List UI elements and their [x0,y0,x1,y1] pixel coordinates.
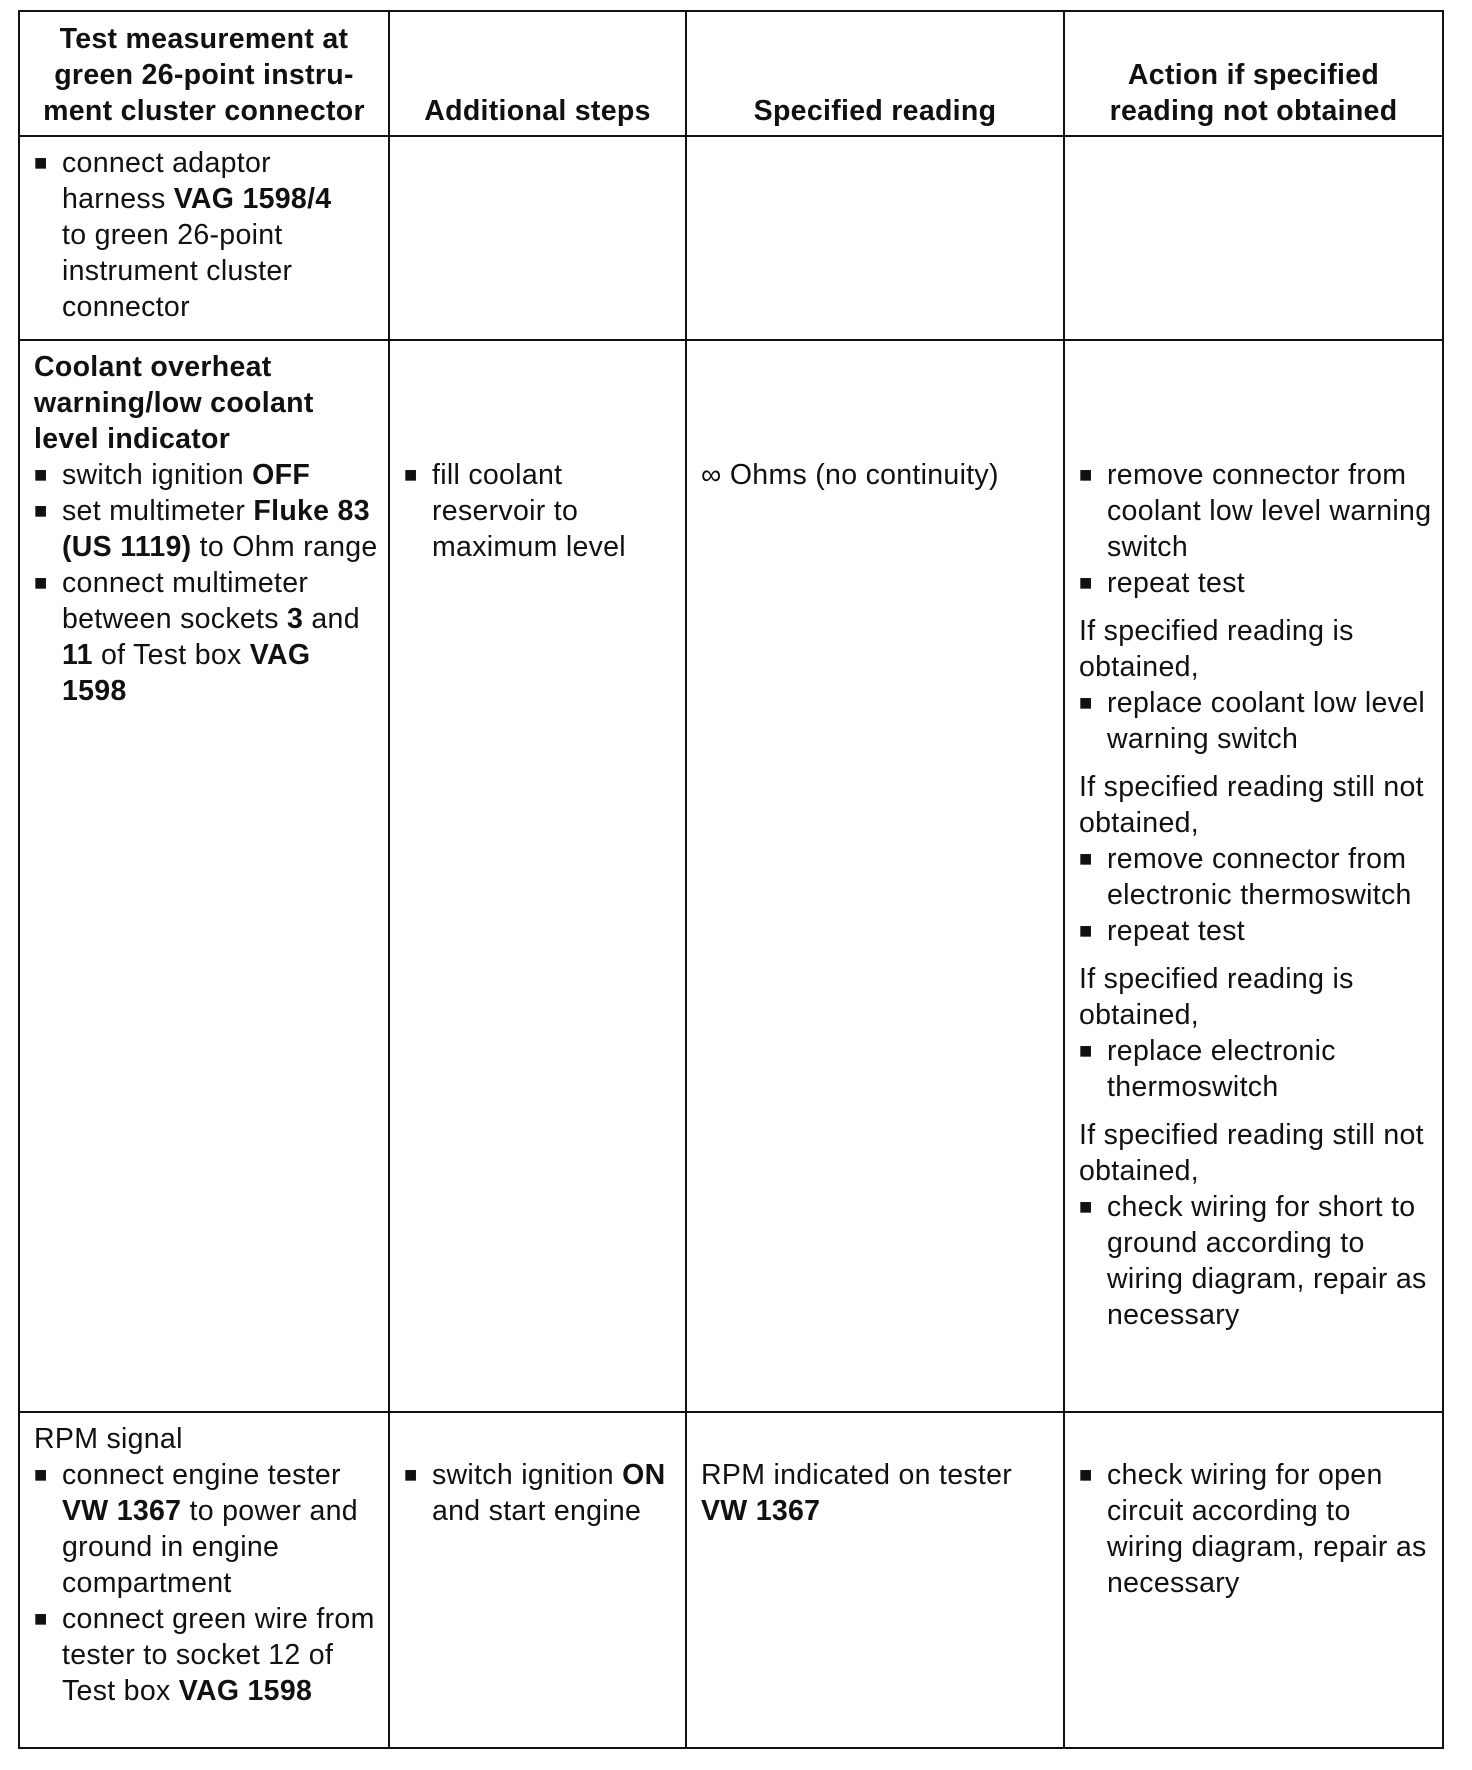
row1-specified-reading [686,136,1064,340]
list-item: ■ remove connector from electronic thermoswitch [1079,841,1432,913]
header-test-line-3: ment cluster connector [43,95,365,127]
table-row [19,136,1443,340]
list-item: ■ check wiring for short to ground according to wiring diagram, repair as necessary [1079,1189,1432,1333]
row1-additional-steps [389,136,686,340]
list-item: ■ connect multimeter between sockets 3 and 11 of Test box VAG 1598 [34,565,378,709]
row2-heading: Coolant overheat warning/low coolant level indicator [34,351,314,455]
table-row [19,1412,1443,1748]
list-item: ■ fill coolant reservoir to maximum level [404,457,675,565]
row1-test-measurement [19,136,389,340]
header-additional-steps: Additional steps [389,11,686,136]
row3-additional-steps [389,1412,686,1748]
row2-action-para-4: If specified reading still not obtained, [1079,1119,1424,1187]
row2-action-para-3: If specified reading is obtained, [1079,963,1354,1031]
row2-action-para-1: If specified reading is obtained, [1079,615,1354,683]
diagnostic-document [18,10,1442,1749]
header-test-line-2: green 26-point instru- [54,59,354,91]
header-action [1064,11,1443,136]
header-action-line-1: Action if specified [1127,59,1380,91]
row2-reading: ∞ Ohms (no continuity) [701,459,999,491]
list-item: ■ connect engine tester VW 1367 to power and ground in engine compartment [34,1457,378,1601]
row2-test-measurement [19,340,389,1412]
row3-reading: RPM indicated on tester [701,1459,1013,1491]
row2-additional-steps [389,340,686,1412]
row3-heading: RPM signal [34,1423,183,1455]
diagnostic-table [18,10,1444,1749]
row2-action [1064,340,1443,1412]
list-item: ■ check wiring for open circuit according to wiring diagram, repair as necessary [1079,1457,1432,1601]
row1-action [1064,136,1443,340]
list-item: ■ connect adaptor harness VAG 1598/4 to green 26-point instrument cluster connector [34,145,378,325]
row3-action [1064,1412,1443,1748]
row3-test-measurement [19,1412,389,1748]
list-item: ■ repeat test [1079,913,1432,949]
header-row [19,11,1443,136]
header-test-measurement [19,11,389,136]
header-specified-reading: Specified reading [686,11,1064,136]
header-test-line-1: Test measurement at [59,23,349,55]
row2-specified-reading [686,340,1064,1412]
row3-specified-reading [686,1412,1064,1748]
row2-action-para-2: If specified reading still not obtained, [1079,771,1424,839]
list-item: ■ replace coolant low level warning switch [1079,685,1432,757]
list-item: ■ remove connector from coolant low level warning switch [1079,457,1432,565]
row3-reading-tester: VW 1367 [701,1495,821,1527]
table-row [19,340,1443,1412]
list-item: ■ switch ignition OFF [34,457,378,493]
list-item: ■ replace electronic thermoswitch [1079,1033,1432,1105]
list-item: ■ connect green wire from tester to socket 12 of Test box VAG 1598 [34,1601,378,1709]
list-item: ■ repeat test [1079,565,1432,601]
list-item: ■ set multimeter Fluke 83 (US 1119) to Ohm range [34,493,378,565]
header-action-line-2: reading not obtained [1109,95,1398,127]
list-item: ■ switch ignition ON and start engine [404,1457,675,1529]
